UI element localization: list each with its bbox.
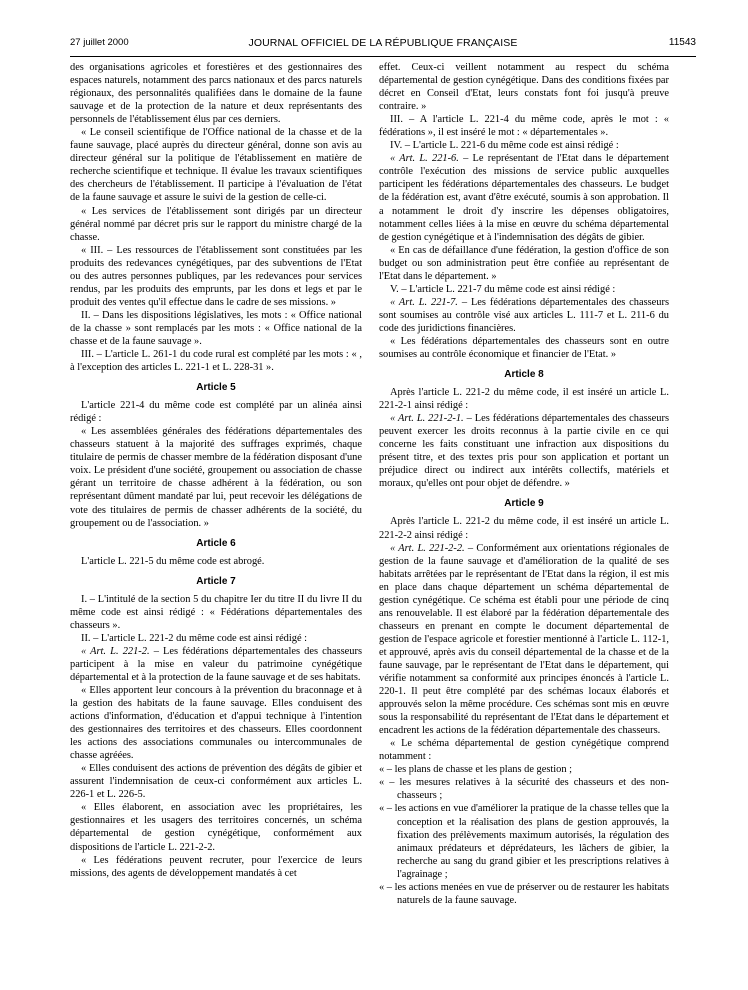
paragraph-text: – Les fédérations départementales des chasseurs sont soumises au contrôle visé aux articles L. 111-7 et L. 211-6 du code des juridictions financières. (379, 296, 669, 334)
header-date: 27 juillet 2000 (70, 37, 129, 48)
page-number: 11543 (668, 37, 696, 48)
paragraph-text: – Les fédérations départementales des chasseurs participent à la mise en valeur du patrimoine cynégétique départemental et à la protection de la faune sauvage et de ses habitats. (70, 645, 362, 683)
paragraph: « Elles élaborent, en association avec les propriétaires, les gestionnaires et les usagers des territoires concernés, un schéma départemental de gestion cynégétique, conformément aux dispositions de l'article L. 221-2-2. (70, 802, 362, 853)
paragraph: « Les fédérations peuvent recruter, pour l'exercice de leurs missions, des agents de développement mandatés à cet (70, 854, 362, 879)
article-reference: « Art. L. 221-6. (390, 153, 459, 165)
paragraph: effet. Ceux-ci veillent notamment au respect du schéma départemental de gestion cynégétique. Dans des conditions fixées par décret en Conseil d'Etat, leurs constats font foi jusqu'à preuve contraire. » (379, 62, 669, 113)
article-reference: « Art. L. 221-7. (390, 296, 458, 308)
paragraph-text: – Le représentant de l'Etat dans le département contrôle l'exécution des missions de service public auxquelles participent les fédérations départementales des chasseurs. Le budget de la fédération est, avant d'être exécuté, soumis à son approbation. Il a notamment le droit d'y inscrire les dépenses obligatoires, notamment celles liées à la mise en œuvre du schéma départemental de gestion cynégétique et à l'indemnisation des dégâts de gibier. (379, 153, 669, 243)
article-reference: « Art. L. 221-2-2. (390, 542, 465, 554)
paragraph: « Le schéma départemental de gestion cynégétique comprend notamment : (379, 738, 669, 763)
paragraph-text: – Conformément aux orientations régionales de gestion de la faune sauvage et d'amélioration de la qualité de ses habitats arrêtées par le représentant de l'Etat dans la région, il est mis en place dans chaque département un schéma départemental de gestion cynégétique. Ce schéma est établi pour une période de cinq ans renouvelable. Il est élaboré par la fédération départementale des chasseurs en prenant en compte le document départemental de gestion de l'espace agricole et forestier mentionné à l'article L. 112-1, et approuvé, après avis du conseil départemental de la chasse et de la faune sauvage, par le représentant de l'Etat dans le département, qui vérifie notamment sa conformité aux principes énoncés à l'article L. 220-1. Il peut être complété par des schémas locaux élaborés et approuvés selon la même procédure. Ces schémas sont mis en œuvre sous la responsabilité du représentant de l'Etat dans le département et encadrent les actions de la fédération départementale des chasseurs. (379, 542, 669, 737)
article-6-heading: Article 6 (196, 537, 236, 549)
paragraph: V. – L'article L. 221-7 du même code est ainsi rédigé : (390, 283, 616, 295)
paragraph (379, 412, 669, 490)
paragraph: L'article L. 221-5 du même code est abrogé. (81, 555, 265, 567)
paragraph: « Les assemblées générales des fédérations départementales des chasseurs statuent à la majorité des suffrages exprimés, chaque titulaire de permis de chasser membre de la fédération disposant d'une voix. Le président d'une société, groupement ou association de chasse gérant un territoire de chasse adhérent à la fédération, ou son représentant dûment mandaté par lui, peut recevoir les délégations de vote des titulaires de permis de chasser adhérents de la société, du groupement ou de l'association. » (70, 426, 362, 529)
paragraph (379, 152, 669, 243)
list-item: « – les actions en vue d'améliorer la pratique de la chasse telles que la conception et la réalisation des plans de gestion approuvés, la fixation des prélèvements maximum autorisés, la régulation des animaux prédateurs et déprédateurs, les lâchers de gibier, la recherche au sang du grand gibier et les prescriptions relatives à l'agrainage ; (379, 803, 669, 880)
paragraph: « Le conseil scientifique de l'Office national de la chasse et de la faune sauvage, placé auprès du directeur général, donne son avis au directeur général sur la politique de l'établissement en matière de recherche scientifique et technique. Il évalue les travaux scientifiques des chercheurs de l'établissement. Il participe à l'évaluation de l'état de la faune sauvage et assure le suivi de la gestion de celle-ci. (70, 127, 362, 204)
paragraph: « III. – Les ressources de l'établissement sont constituées par les produits des redevances cynégétiques, par des subventions de l'Etat ou des autres personnes publiques, par les redevances pour services rendus, par les produits des emprunts, par les dons et legs et par le produit des ventes qu'il effectue dans le cadre de ses missions. » (70, 244, 362, 308)
paragraph: Après l'article L. 221-2 du même code, il est inséré un article L. 221-2-2 ainsi rédigé : (379, 516, 669, 541)
paragraph-text: – Les fédérations départementales des chasseurs peuvent exercer les droits reconnus à la partie civile en ce qui concerne les faits constituant une infraction aux dispositions du présent titre, et des textes pris pour son application et portant un préjudice direct ou indirect aux intérêts collectifs, matériels et moraux, qu'elles ont pour objet de défendre. » (379, 413, 669, 490)
paragraph: « Elles apportent leur concours à la prévention du braconnage et à la gestion des habitats de la faune sauvage. Elles conduisent des actions d'information, d'éducation et d'appui technique à l'intention des gestionnaires des territoires et des chasseurs. Elles coordonnent les actions des associations communales ou intercommunales de chasse agréées. (70, 684, 362, 762)
list-item: « – les actions menées en vue de préserver ou de restaurer les habitats naturels de la faune sauvage. (379, 881, 669, 906)
list-item: « – les mesures relatives à la sécurité des chasseurs et des non-chasseurs ; (379, 777, 669, 802)
journal-title: JOURNAL OFFICIEL DE LA RÉPUBLIQUE FRANÇAISE (248, 37, 518, 49)
header-rule (70, 56, 696, 57)
paragraph (379, 542, 669, 738)
paragraph: III. – L'article L. 261-1 du code rural est complété par les mots : « , à l'exception des articles L. 221-1 et L. 228-31 ». (70, 349, 362, 374)
paragraph: « Elles conduisent des actions de prévention des dégâts de gibier et assurent l'indemnisation de ceux-ci conformément aux articles L. 226-1 et L. 226-5. (70, 763, 362, 801)
paragraph: « Les services de l'établissement sont dirigés par un directeur général nommé par décret pris sur le rapport du ministre chargé de la chasse. (70, 205, 362, 243)
article-reference: « Art. L. 221-2-1. (390, 413, 464, 425)
schema-contents-list (379, 763, 669, 907)
article-8-heading: Article 8 (504, 369, 544, 381)
paragraph: Après l'article L. 221-2 du même code, il est inséré un article L. 221-2-1 ainsi rédigé : (379, 387, 669, 412)
article-reference: « Art. L. 221-2. (81, 645, 150, 657)
right-column (379, 61, 669, 907)
article-7-heading: Article 7 (196, 575, 236, 587)
list-item: « – les plans de chasse et les plans de gestion ; (379, 764, 573, 776)
paragraph: des organisations agricoles et forestières et des gestionnaires des espaces naturels, notamment des parcs nationaux et des parcs naturels régionaux, des personnalités qualifiées dans le domaine de la faune sauvage et de la protection de la nature et deux représentants des personnels de l'établissement élus par ces derniers. (70, 62, 362, 126)
paragraph: L'article 221-4 du même code est complété par un alinéa ainsi rédigé : (70, 400, 362, 425)
paragraph (379, 296, 669, 335)
paragraph: I. – L'intitulé de la section 5 du chapitre Ier du titre II du livre II du même code est ainsi rédigé : « Fédérations départementales des chasseurs ». (70, 593, 362, 631)
paragraph: IV. – L'article L. 221-6 du même code est ainsi rédigé : (390, 140, 619, 152)
paragraph (70, 645, 362, 684)
article-9-heading: Article 9 (504, 498, 544, 510)
paragraph: « En cas de défaillance d'une fédération, la gestion d'office de son budget ou son administration peut être confiée au représentant de l'Etat dans le département. » (379, 244, 669, 282)
page-header (70, 37, 696, 53)
article-5-heading: Article 5 (196, 382, 236, 394)
left-column (70, 61, 362, 880)
paragraph: « Les fédérations départementales des chasseurs sont en outre soumises au contrôle économique et financier de l'Etat. » (379, 335, 669, 361)
paragraph: II. – Dans les dispositions législatives, les mots : « Office national de la chasse » sont remplacés par les mots : « Office national de la chasse et de la faune sauvage ». (70, 309, 362, 347)
paragraph: III. – A l'article L. 221-4 du même code, après le mot : « fédérations », il est inséré le mot : « départementales ». (379, 114, 669, 139)
paragraph: II. – L'article L. 221-2 du même code est ainsi rédigé : (81, 632, 308, 644)
